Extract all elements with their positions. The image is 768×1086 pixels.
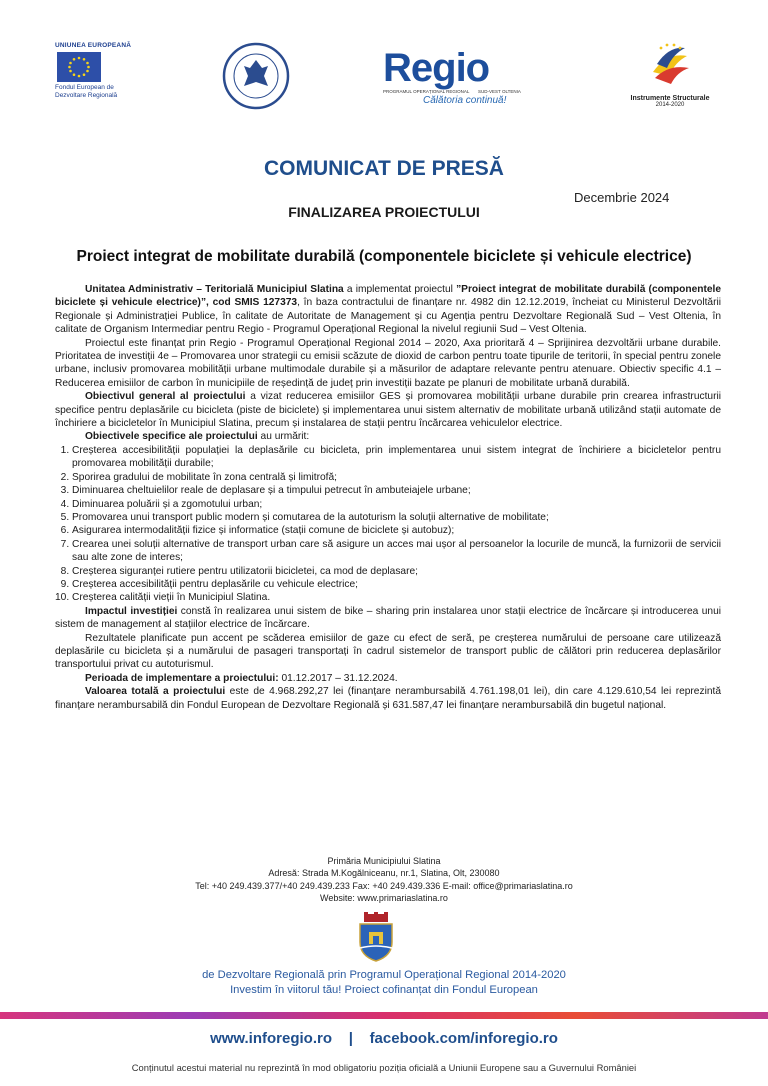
list-item: 1. Creșterea accesibilității populației la deplasările cu bicicleta, prin implementarea unui sistem integrat de închiriere a bicicletelor pentru promovarea mobilității durabile; [72, 444, 721, 471]
period-text: 01.12.2017 – 31.12.2024. [278, 672, 398, 684]
specific-objectives-text: au urmărit: [257, 431, 310, 443]
inforegio-link[interactable]: www.inforegio.ro [210, 1030, 333, 1047]
intro-text-b: , în baza contractului de finanțare nr. 4982 din 12.12.2019, încheiat cu Ministerul Dezvoltării Regionale și Administrației Publice, în calitate de Autoritate de Management și cu Agenția pentru Dezvoltare Regională Sud – Vest Oltenia, în calitate de Organism Intermediar pentru Regio - Programul Operațional Regional la nivelul regiunii Sud – Vest Oltenia. [55, 297, 721, 336]
facebook-link[interactable]: facebook.com/inforegio.ro [369, 1030, 558, 1047]
eu-title: UNIUNEA EUROPEANĂ [55, 42, 132, 49]
paragraph-specific-objectives [55, 430, 721, 443]
general-objective-text: a vizat reducerea emisiilor GES și promovarea mobilității urbane durabile prin crearea infrastructurii specifice pentru deplasările cu bicicleta (piste de biciclete) și implementarea unui sistem alternativ de mobilitate urbană utilizând stații automate de închiriere a bicicletelor în Municipiul Slatina, precum și instalarea de stații pentru încărcarea vehiculelor electrice. [55, 391, 721, 430]
period-label: Perioada de implementare a proiectului: [85, 672, 279, 684]
impact-text: constă în realizarea unui sistem de bike – sharing prin instalarea unor stații electrice de încărcare și introducerea unui sistem de management al stațiilor electrice de încărcare. [55, 605, 721, 631]
eu-fund-line2: Dezvoltare Regională [55, 92, 118, 99]
regio-region: SUD-VEST OLTENIA [478, 89, 521, 94]
contact-phones: Tel: +40 249.439.377/+40 249.439.233 Fax: +40 249.439.336 E-mail: office@primariaslatina.ro [195, 880, 573, 891]
list-item: 4. Diminuarea poluării și a zgomotului urban; [72, 498, 721, 511]
list-item: 7. Crearea unei soluții alternative de transport urban care să asigure un acces mai ușor al persoanelor la locurile de muncă, la furnizorii de servicii sau alte zone de interes; [72, 538, 721, 565]
objectives-list [55, 444, 721, 605]
list-item: 10. Creșterea calității vieții în Municipiul Slatina. [72, 591, 721, 604]
page-subtitle: FINALIZAREA PROIECTULUI [288, 204, 480, 220]
list-item: 9. Creșterea accesibilității pentru deplasările cu vehicule electrice; [72, 578, 721, 591]
footer-program-text [0, 968, 768, 998]
instr-years: 2014-2020 [655, 102, 685, 108]
structural-instruments-logo [628, 42, 712, 108]
logo-bar [0, 40, 768, 130]
page-title: COMUNICAT DE PRESĂ [264, 157, 504, 180]
footer-line1: de Dezvoltare Regională prin Programul Operațional Regional 2014-2020 [202, 969, 566, 981]
paragraph-general-objective [55, 390, 721, 430]
contact-address: Adresă: Strada M.Kogălniceanu, nr.1, Slatina, Olt, 230080 [268, 868, 500, 879]
link-separator: | [348, 1030, 353, 1047]
eu-fund-line1: Fondul European de [55, 84, 114, 91]
list-item: 8. Creșterea siguranței rutiere pentru utilizatorii bicicletei, ca mod de deplasare; [72, 565, 721, 578]
contact-org: Primăria Municipiului Slatina [327, 856, 441, 866]
government-seal-logo [222, 42, 290, 110]
value-text: este de 4.968.292,27 lei (finanțare nerambursabilă 4.761.198,01 lei), din care 4.129.610,54 lei reprezintă finanțare nerambursabilă din Fondul European de Dezvoltare Regională și 631.587,47 lei finanțare nerambursabilă din bugetul național. [55, 686, 721, 711]
intro-text-a: a implementat proiectul [343, 284, 457, 295]
general-objective-label: Obiectivul general al proiectului [85, 391, 246, 403]
paragraph-results: Rezultatele planificate pun accent pe scăderea emisiilor de gaze cu efect de seră, pe creșterea numărului de persoane care utilizează deplasările cu bicicleta și a numărului de pasageri transportați în cadrul sistemelor de transport public de călători prin reducerea deplasărilor transportului privat cu autoturismul. [55, 632, 721, 671]
press-release-body [55, 283, 721, 712]
paragraph-impact [55, 605, 721, 632]
list-item: 3. Diminuarea cheltuielilor reale de deplasare și a timpului petrecut în ambuteiajele urbane; [72, 484, 721, 497]
contact-website: Website: www.primariaslatina.ro [320, 893, 448, 904]
paragraph-period [55, 672, 721, 685]
paragraph-financing: Proiectul este finanțat prin Regio - Programul Operațional Regional 2014 – 2020, Axa prioritară 4 – Sprijinirea dezvoltării urbane durabile. Prioritatea de investiții 4e – Promovarea unor strategii cu emisii scăzute de dioxid de carbon pentru toate tipurile de teritorii, în special pentru zonele urbane, inclusiv promovarea mobilității urbane multimodale durabile și a măsurilor de adaptare relevante pentru atenuare. Obiectiv specific 4.1 – Reducerea emisiilor de carbon în municipiile de reședință de județ prin investiții bazate pe planuri de mobilitate urbană durabilă. [55, 337, 721, 389]
beneficiary-name: Unitatea Administrativ – Teritorială Municipiul Slatina [85, 284, 344, 295]
regio-tagline: Călătoria continuă! [423, 95, 507, 106]
specific-objectives-label: Obiectivele specifice ale proiectului [85, 431, 258, 443]
release-date: Decembrie 2024 [574, 190, 670, 205]
contact-block [0, 855, 768, 905]
impact-label: Impactul investiției [85, 605, 178, 617]
slatina-crest-icon [354, 912, 398, 962]
color-divider [0, 1012, 768, 1019]
regio-program-line [383, 89, 543, 94]
structural-instruments-icon [647, 42, 693, 88]
regio-program: PROGRAMUL OPERAȚIONAL REGIONAL [383, 89, 470, 94]
list-item: 5. Promovarea unui transport public modern și comutarea de la autoturism la soluții alternative de mobilitate; [72, 511, 721, 524]
footer-line2: Investim în viitorul tău! Proiect cofinanțat din Fondul European [230, 984, 538, 996]
footer-links [0, 1030, 768, 1047]
project-title: Proiect integrat de mobilitate durabilă (componentele biciclete și vehicule electrice) [76, 248, 692, 265]
list-item: 2. Sporirea gradului de mobilitate în zona centrală și limitrofă; [72, 471, 721, 484]
paragraph-intro [55, 283, 721, 337]
list-item: 6. Asigurarea intermodalității fizice și informatice (stații comune de biciclete și autobuz); [72, 524, 721, 537]
eu-flag-icon [57, 52, 101, 82]
regio-logo [383, 48, 543, 106]
project-code: ”Proiect integrat de mobilitate durabilă (componentele biciclete și vehicule electrice)”, cod SMIS 127373 [55, 284, 722, 309]
disclaimer: Conținutul acestui material nu reprezintă în mod obligatoriu poziția oficială a Uniunii Europene sau a Guvernului României [131, 1062, 637, 1073]
instr-title: Instrumente Structurale [630, 95, 710, 102]
regio-wordmark: Regio [383, 46, 490, 90]
value-label: Valoarea totală a proiectului [85, 686, 226, 698]
eu-logo [55, 42, 145, 100]
paragraph-value [55, 685, 721, 712]
